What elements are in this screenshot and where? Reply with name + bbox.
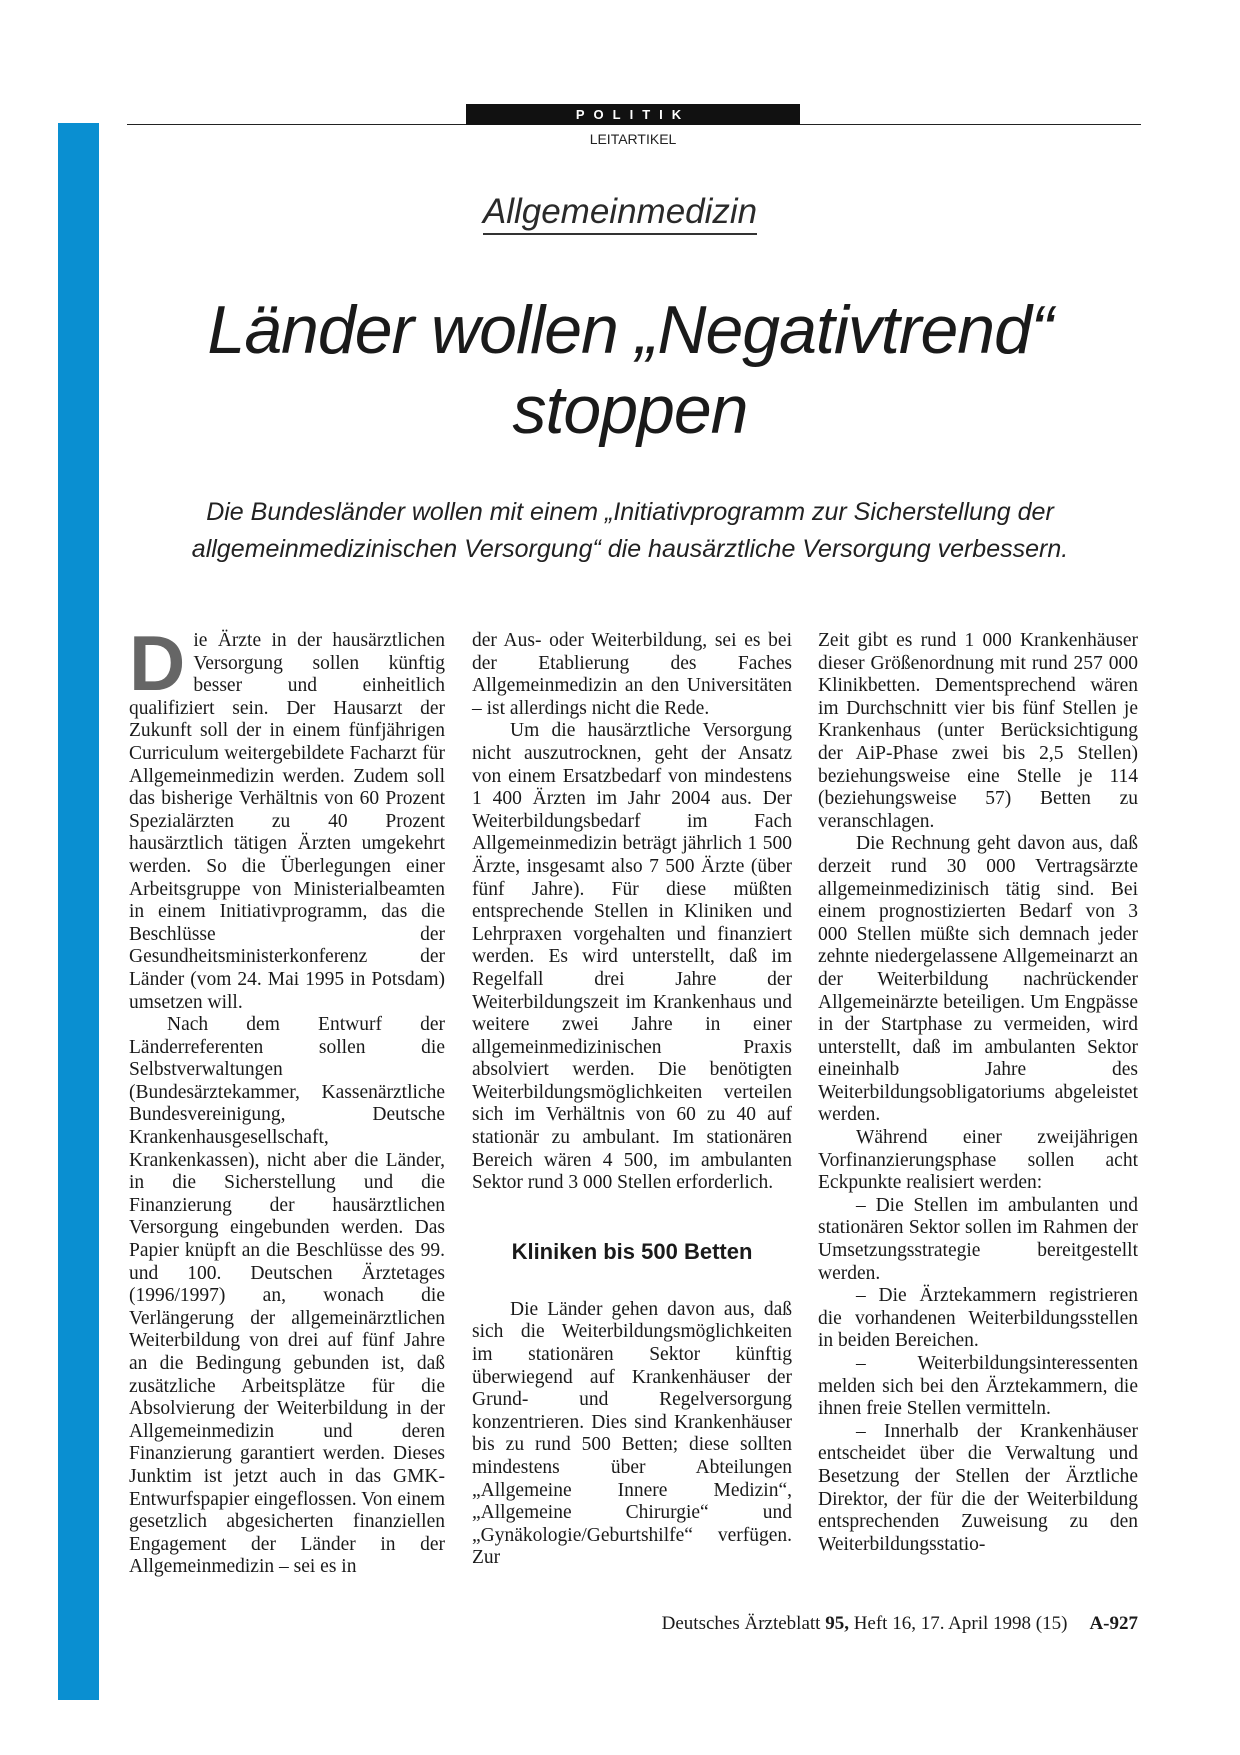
paragraph-text: ie Ärzte in der hausärztlichen Versorgung sollen künftig besser und einheitlich qualifiziert sein. Der Hausarzt der Zukunft soll der in einem fünfjährigen Curriculum weitergebildete Facharzt für Allgemeinmedizin werden. Zudem soll das bisherige Verhältnis von 60 Prozent Spezialärzten zu 40 Prozent hausärztlich tätigen Ärzten umgekehrt werden. So die Überlegungen einer Arbeitsgruppe von Ministerialbeamten in einem Initiativprogramm, das die Beschlüsse der Gesundheitsministerkonferenz der Länder (vom 24. Mai 1995 in Potsdam) umsetzen will.: [129, 630, 445, 1013]
paragraph: Die Rechnung geht davon aus, daß derzeit rund 30 000 Vertragsärzte allgemeinmedizinisch tätig sind. Bei einem prognostizierten Bedarf von 3 000 Stellen müßte sich demnach jeder zehnte niedergelassene Allgemeinarzt an der Weiterbildung nachrückender Allgemeinärzte beteiligen. Um Engpässe in der Startphase zu vermeiden, wird unterstellt, daß im ambulanten Sektor eineinhalb Jahre des Weiterbildungsobligatoriums abgeleistet werden.: [818, 833, 1138, 1126]
text-column-2: [472, 630, 792, 1570]
page-number: A-927: [1089, 1613, 1138, 1634]
journal-volume: 95,: [825, 1613, 849, 1634]
drop-cap: D: [129, 619, 186, 707]
journal-issue: Heft 16, 17. April 1998 (15): [853, 1613, 1068, 1634]
paragraph: Um die hausärztliche Versorgung nicht auszutrocknen, geht der Ansatz von einem Ersatzbedarf von mindestens 1 400 Ärzten im Jahr 2004 aus. Der Weiterbildungsbedarf im Fach Allgemeinmedizin beträgt jährlich 1 500 Ärzte, insgesamt also 7 500 Ärzte (über fünf Jahre). Für diese müßten entsprechende Stellen in Kliniken und Lehrpraxen vorgehalten und finanziert werden. Es wird unterstellt, daß im Regelfall drei Jahre der Weiterbildungszeit im Krankenhaus und weitere zwei Jahre in einer allgemeinmedizinischen Praxis absolviert werden. Die benötigten Weiterbildungsmöglichkeiten verteilen sich im Verhältnis von 60 zu 40 auf stationär zu ambulant. Im stationären Bereich wären 4 500, im ambulanten Sektor rund 3 000 Stellen erforderlich.: [472, 720, 792, 1194]
article-kicker: [200, 190, 1040, 234]
paragraph: Während einer zweijährigen Vorfinanzierungsphase sollen acht Eckpunkte realisiert werden:: [818, 1127, 1138, 1194]
blue-sidebar-stripe: [58, 123, 99, 1700]
subheading: Kliniken bis 500 Betten: [511, 1238, 753, 1264]
list-item: – Innerhalb der Krankenhäuser entscheidet über die Verwaltung und Besetzung der Stellen der Ärztliche Direktor, der für die der Weiterbildung entsprechenden Zuweisung zu den Weiterbildungsstatio-: [818, 1420, 1138, 1555]
paragraph: der Aus- oder Weiterbildung, sei es bei der Etablierung des Faches Allgemeinmedizin an den Universitäten – ist allerdings nicht die Rede.: [472, 630, 792, 719]
text-column-3: [818, 630, 1138, 1556]
paragraph: [129, 619, 445, 1014]
paragraph: Die Länder gehen davon aus, daß sich die Weiterbildungsmöglichkeiten im stationären Sektor künftig überwiegend auf Krankenhäuser der Grund- und Regelversorgung konzentrieren. Dies sind Krankenhäuser bis zu rund 500 Betten; diese sollten mindestens über Abteilungen „Allgemeine Innere Medizin“, „Allgemeine Chirurgie“ und „Gynäkologie/Geburtshilfe“ verfügen. Zur: [472, 1298, 792, 1569]
article-title: Länder wollen „Negativtrend“ stoppen: [207, 292, 1053, 448]
paragraph: Nach dem Entwurf der Länderreferenten sollen die Selbstverwaltungen (Bundesärztekammer, Kassenärztliche Bundesvereinigung, Deutsche Krankenhausgesellschaft, Krankenkassen), nicht aber die Länder, in die Sicherstellung und die Finanzierung der hausärztlichen Versorgung eingebunden werden. Das Papier knüpft an die Beschlüsse des 99. und 100. Deutschen Ärztetages (1996/1997) an, wonach die Verlängerung der allgemeinärztlichen Weiterbildung von drei auf fünf Jahre an die Bedingung gebunden ist, daß zusätzliche Arbeitsplätze für die Absolvierung der Weiterbildung in der Allgemeinmedizin und deren Finanzierung garantiert werden. Dieses Junktim ist jetzt auch in das GMK-Entwurfspapier eingeflossen. Von einem gesetzlich abgesicherten finanziellen Engagement der Länder in der Allgemeinmedizin – sei es in: [129, 1014, 445, 1578]
subsection-label: LEITARTIKEL: [589, 131, 677, 147]
journal-name: Deutsches Ärzteblatt: [661, 1613, 821, 1634]
text-column-1: [129, 619, 445, 1579]
list-item: – Die Ärztekammern registrieren die vorhandenen Weiterbildungsstellen in beiden Bereichen.: [818, 1285, 1138, 1352]
article-lead: Die Bundesländer wollen mit einem „Initiativprogramm zur Sicherstellung der allgemeinmedizinischen Versorgung“ die hausärztliche Versorgung verbessern.: [191, 498, 1069, 563]
paragraph: Zeit gibt es rund 1 000 Krankenhäuser dieser Größenordnung mit rund 257 000 Klinikbetten. Dementsprechend wären im Durchschnitt vier bis fünf Stellen je Krankenhaus (unter Berücksichtigung der AiP-Phase zwei bis 2,5 Stellen) beziehungsweise eine Stelle je 114 (beziehungsweise 57) Betten zu veranschlagen.: [818, 630, 1138, 832]
list-item: – Die Stellen im ambulanten und stationären Sektor sollen im Rahmen der Umsetzungsstrategie bereitgestellt werden.: [818, 1194, 1138, 1284]
page-footer: [500, 1613, 1138, 1635]
list-item: – Weiterbildungsinteressenten melden sich bei den Ärztekammern, die ihnen freie Stellen vermitteln.: [818, 1353, 1138, 1420]
section-label: POLITIK: [466, 104, 800, 125]
kicker-text: Allgemeinmedizin: [483, 192, 757, 235]
